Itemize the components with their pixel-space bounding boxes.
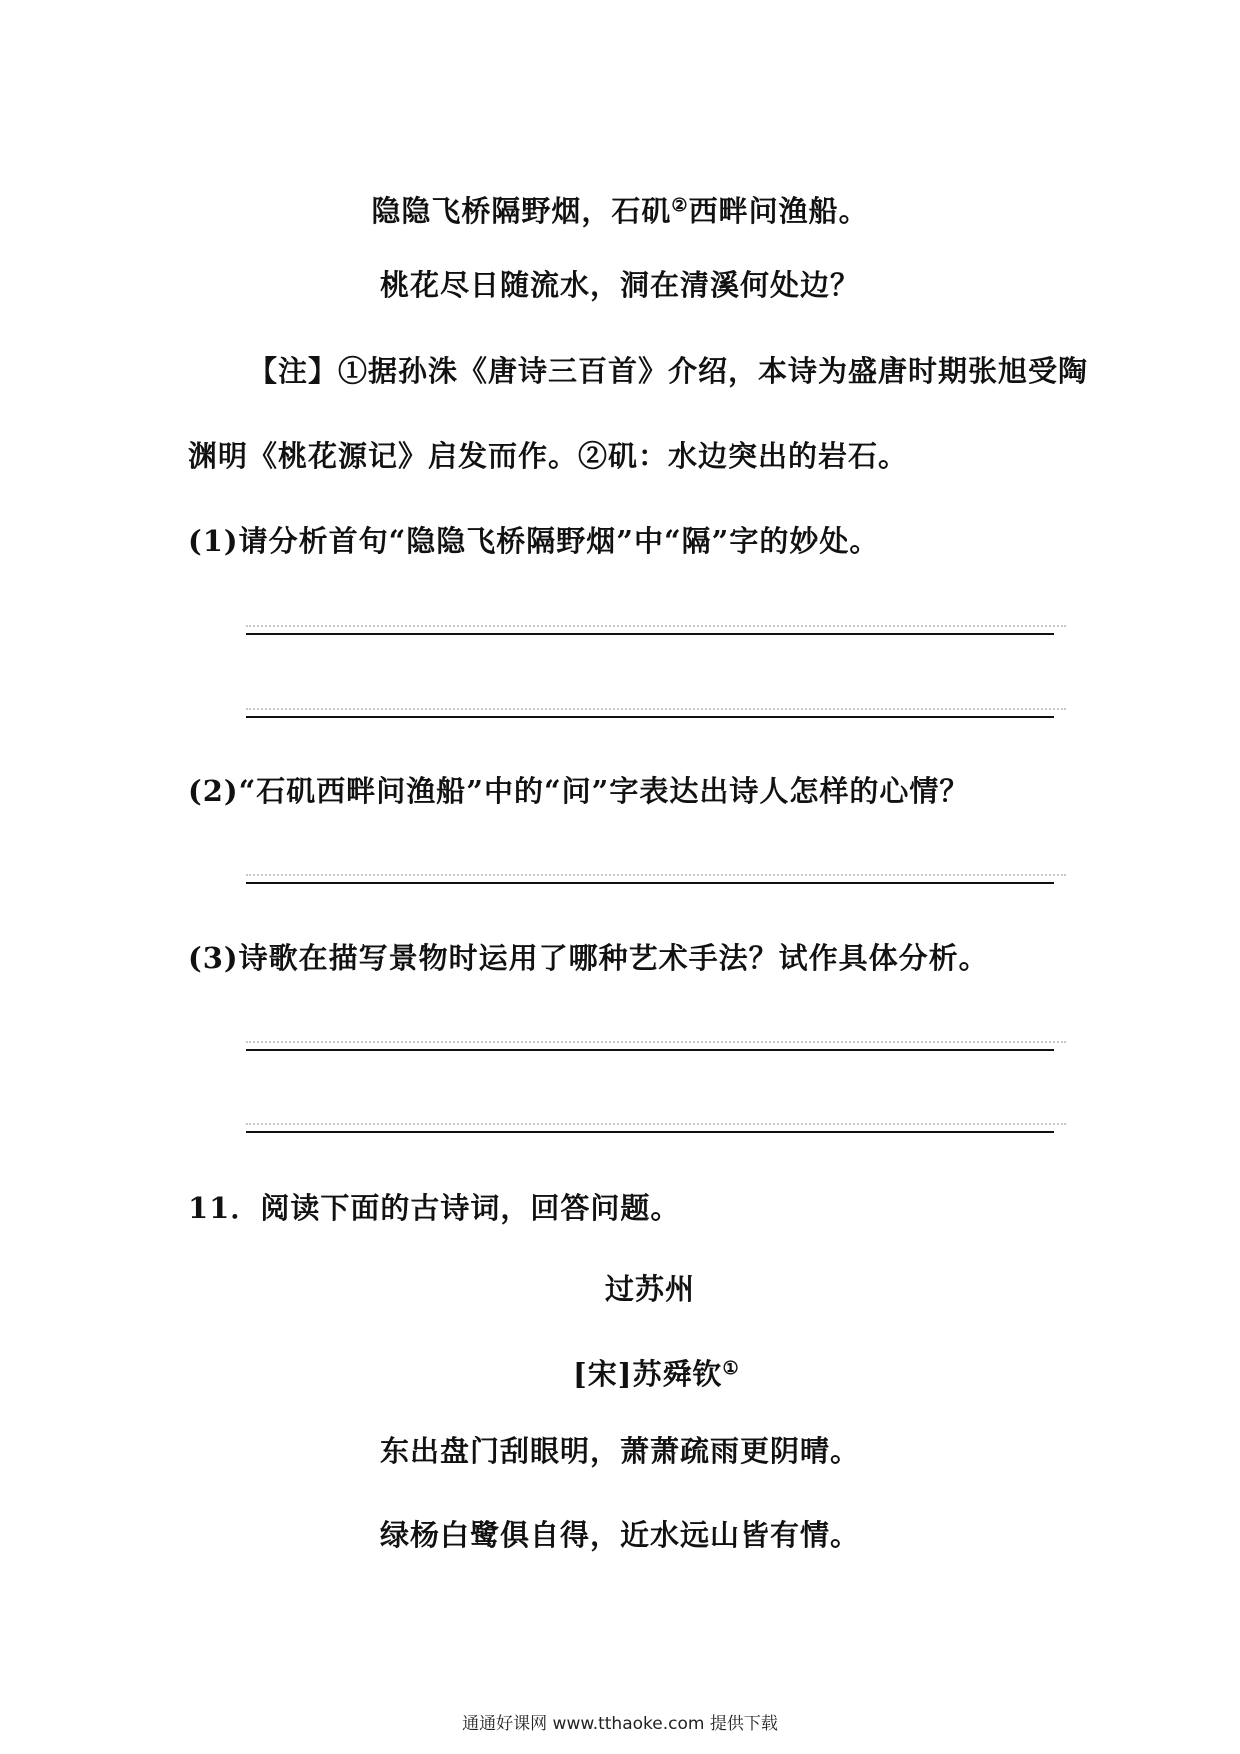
note-line2: 渊明《桃花源记》启发而作。②矶：水边突出的岩石。 [188, 439, 909, 473]
poem2-author-name: [宋]苏舜钦 [573, 1357, 723, 1391]
poem2-line2: 绿杨白鹭俱自得，近水远山皆有情。 [379, 1518, 860, 1552]
answer-line[interactable] [246, 1049, 1054, 1051]
poem2-title: 过苏州 [605, 1272, 696, 1306]
question-1: (1)请分析首句“隐隐飞桥隔野烟”中“隔”字的妙处。 [188, 524, 880, 558]
poem2-line1: 东出盘门刮眼明，萧萧疏雨更阴晴。 [379, 1434, 860, 1468]
question-2: (2)“石矶西畔问渔船”中的“问”字表达出诗人怎样的心情？ [188, 774, 970, 808]
poem1-line1 [0, 188, 1240, 229]
page-footer: 通通好课网 www.tthaoke.com 提供下载 [462, 1714, 778, 1734]
footnote-marker-2: ② [671, 195, 689, 216]
question-3: (3)诗歌在描写景物时运用了哪种艺术手法？试作具体分析。 [188, 941, 989, 975]
note-line1: 【注】①据孙洙《唐诗三百首》介绍，本诗为盛唐时期张旭受陶 [248, 354, 1089, 388]
answer-line[interactable] [246, 633, 1054, 635]
poem1-line2: 桃花尽日随流水，洞在清溪何处边？ [379, 268, 860, 302]
poem1-line1-part1: 隐隐飞桥隔野烟，石矶 [371, 194, 672, 228]
answer-line[interactable] [246, 882, 1054, 884]
poem2-author [573, 1351, 740, 1392]
answer-line[interactable] [246, 716, 1054, 718]
footnote-marker-1: ① [722, 1358, 740, 1379]
answer-line[interactable] [246, 1131, 1054, 1133]
poem1-line1-part2: 西畔问渔船。 [688, 194, 869, 228]
question-11-heading: 11．阅读下面的古诗词，回答问题。 [188, 1191, 681, 1225]
